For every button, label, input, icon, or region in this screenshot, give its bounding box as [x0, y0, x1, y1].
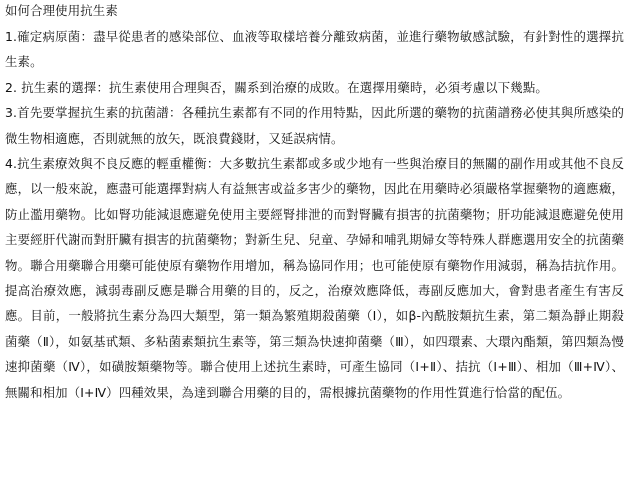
paragraph-antibiotic-selection: 2. 抗生素的選擇：抗生素使用合理與否，關系到治療的成敗。在選擇用藥時，必須考慮以下幾點。 — [5, 79, 548, 95]
paragraph-efficacy-vs-adverse-reactions: 4.抗生素療效與不良反應的輕重權衡：大多數抗生素都或多或少地有一些與治療目的無關的副作用或其他不良反應，以一般來說，應盡可能選擇對病人有益無害或益多害少的藥物，因此在用藥時必須嚴格掌握藥物的適應癥，防止濫用藥物。比如腎功能減退應避免使用主要經腎排泄的而對腎臟有損害的抗菌藥物；肝功能減退應避免使用主要經肝代謝而對肝臟有損害的抗菌藥物；對新生兒、兒童、孕婦和哺乳期婦女等特殊人群應選用安全的抗菌藥物。聯合用藥聯合用藥可能使原有藥物作用增加，稱為協同作用；也可能使原有藥物作用減弱，稱為拮抗作用。提高治療效應，減弱毒副反應是聯合用藥的目的，反之，治療效應降低，毒副反應加大，會對患者產生有害反應。目前，一般將抗生素分為四大類型，第一類為繁殖期殺菌藥（Ⅰ），如β-內酰胺類抗生素，第二類為靜止期殺菌藥（Ⅱ），如氨基甙類、多粘菌素類抗生素等，第三類為快速抑菌藥（Ⅲ），如四環素、大環內酯類，第四類為慢速抑菌藥（Ⅳ），如磺胺類藥物等。聯合使用上述抗生素時，可產生協同（Ⅰ+Ⅱ）、拮抗（Ⅰ+Ⅲ）、相加（Ⅲ+Ⅳ）、無關和相加（Ⅰ+Ⅳ）四種效果，為達到聯合用藥的目的，需根據抗菌藥物的作用性質進行恰當的配伍。 — [5, 156, 624, 400]
paragraph-antibacterial-spectrum: 3.首先要掌握抗生素的抗菌譜：各種抗生素都有不同的作用特點，因此所選的藥物的抗菌譜務必使其與所感染的微生物相適應，否則就無的放矢，既浪費錢財，又延誤病情。 — [5, 105, 624, 146]
paragraph-determine-pathogen: 1.確定病原菌：盡早從患者的感染部位、血液等取樣培養分離致病菌，並進行藥物敏感試驗，有針對性的選擇抗生素。 — [5, 29, 624, 70]
document-title: 如何合理使用抗生素 — [5, 3, 118, 18]
